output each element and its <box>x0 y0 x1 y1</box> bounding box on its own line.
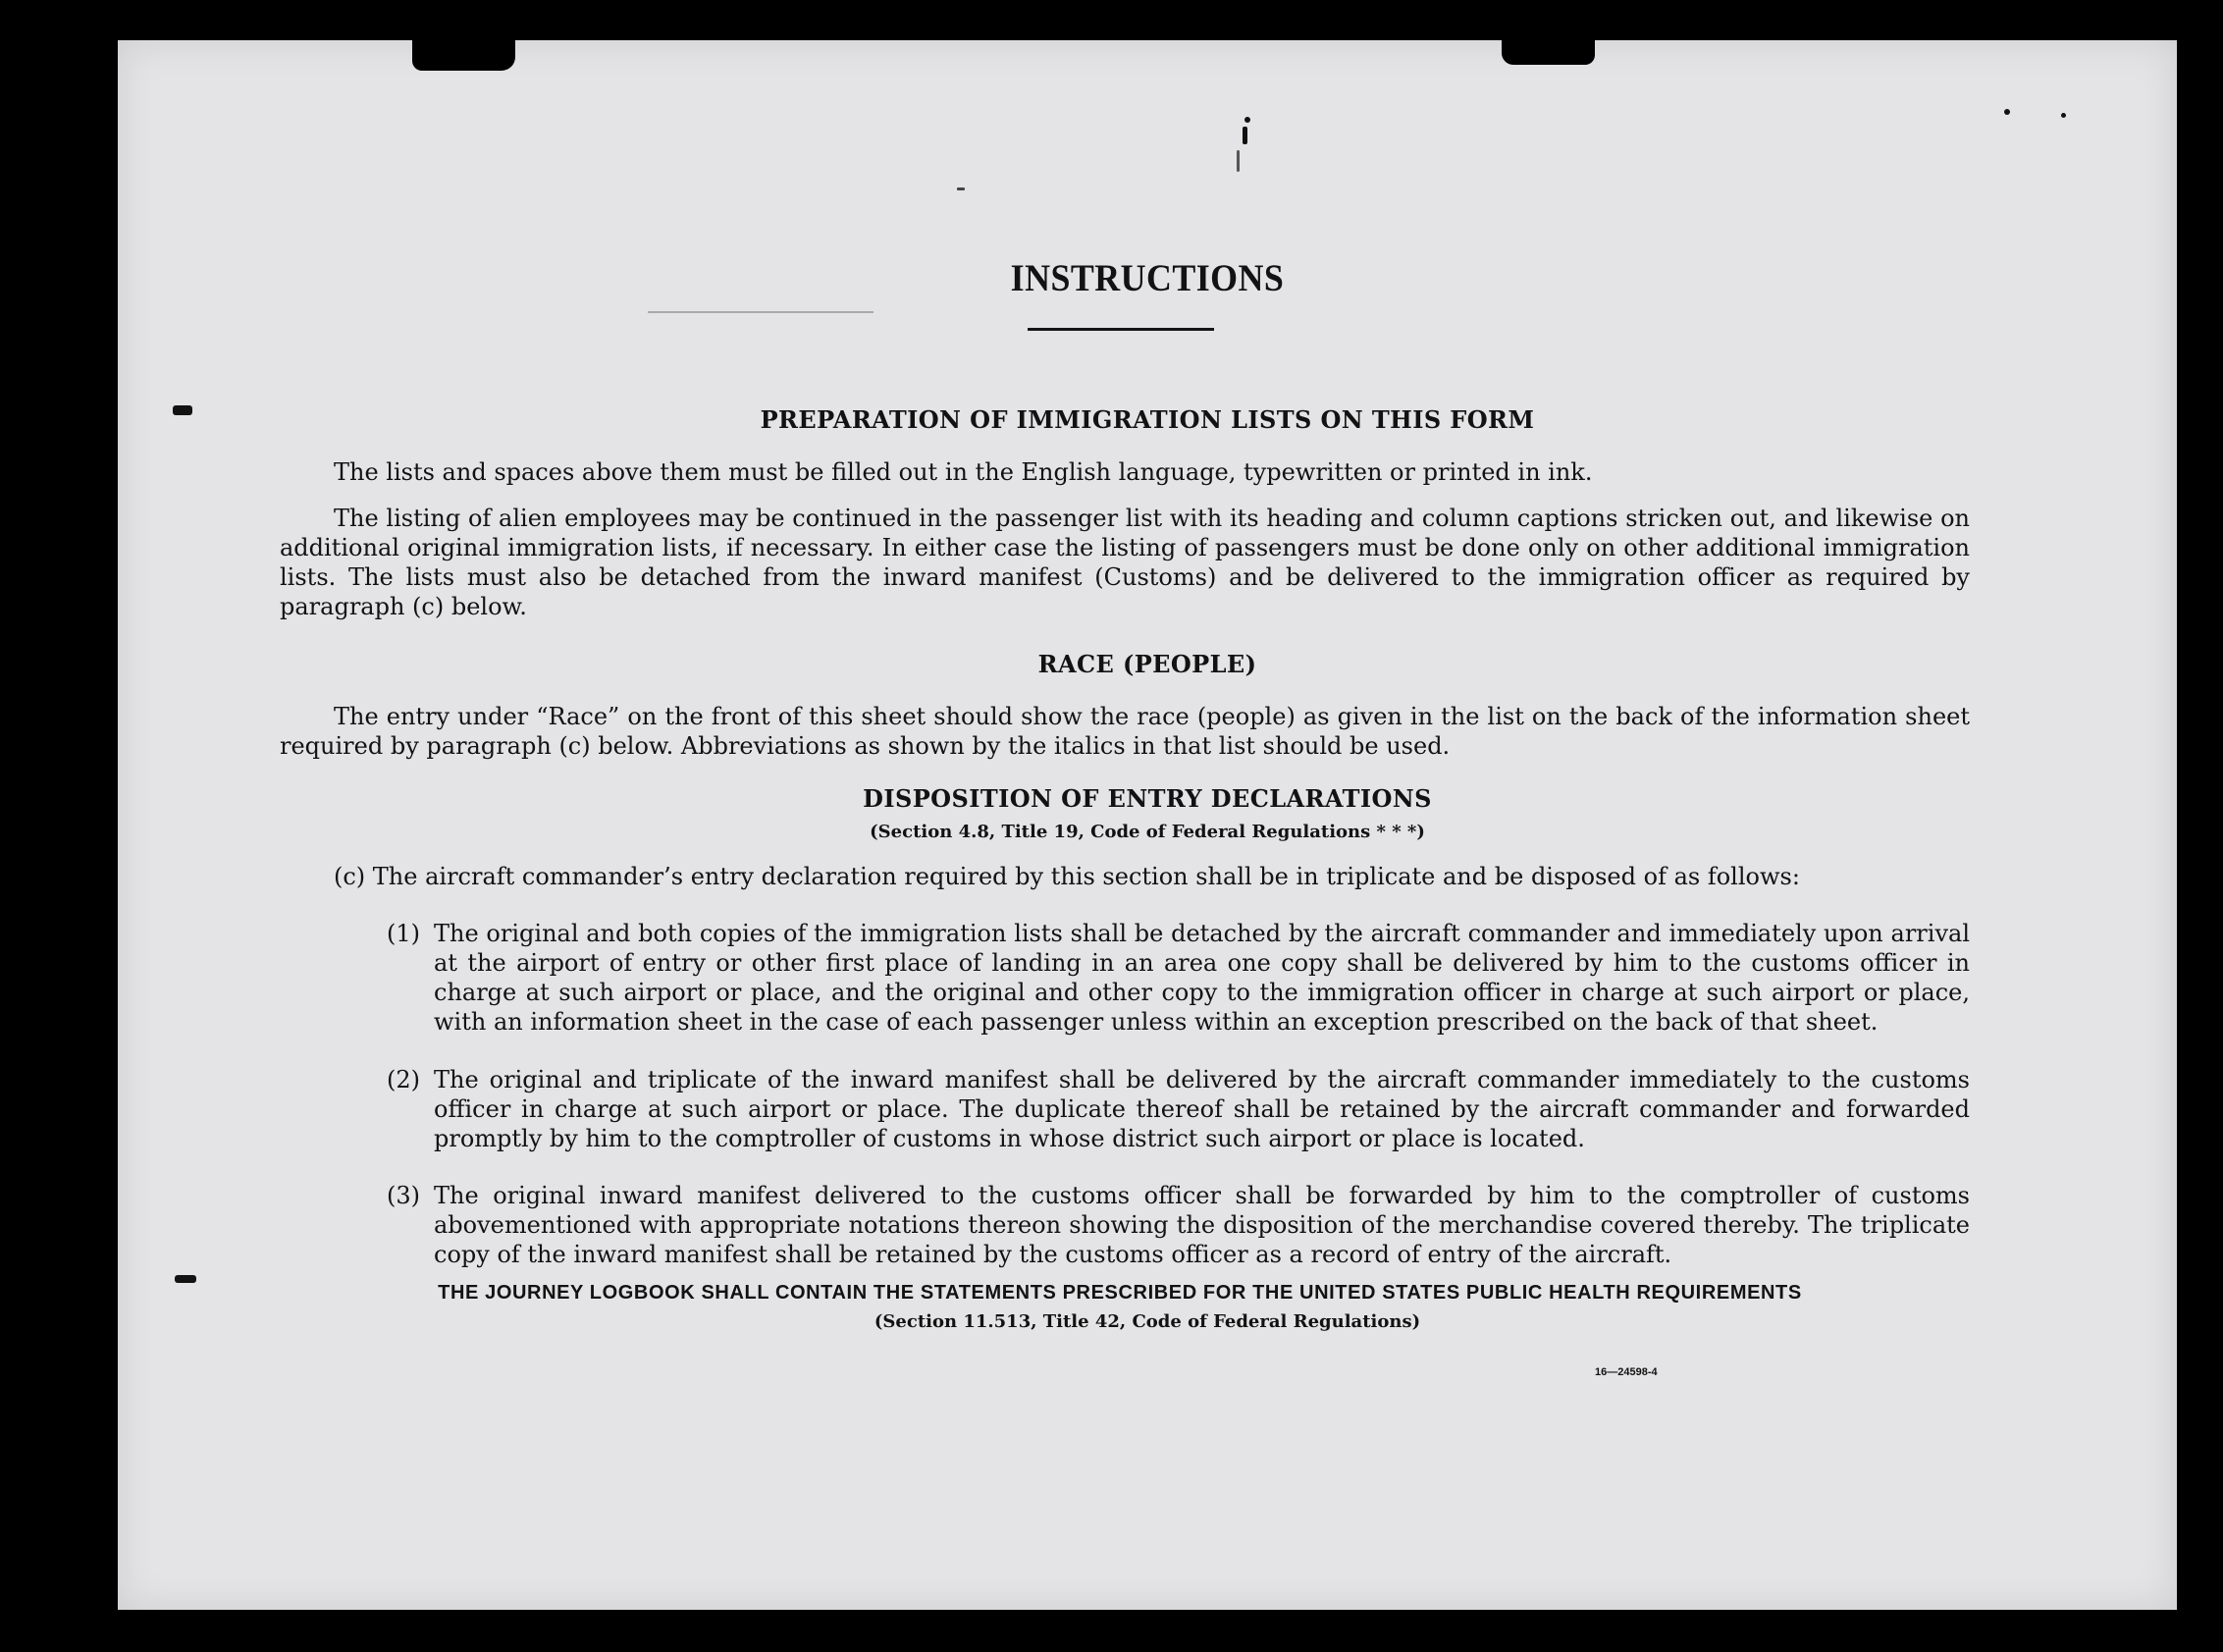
race-paragraph: The entry under “Race” on the front of this sheet should show the race (people) as given in the list on the back of the information sheet required by paragraph (c) below. Abbreviations as shown by the italics in that list should be used. <box>280 703 1970 760</box>
item-text: The original and both copies of the immigration lists shall be detached by the aircraft commander and immediately upon arrival at the airport of entry or other first place of landing in an area one copy shall be delivered by him to the customs officer in charge at such airport or place, and the original and other copy to the immigration officer in charge at such airport or place, with an information sheet in the case of each passenger unless within an exception prescribed on the back of that sheet. <box>434 920 1970 1036</box>
item-text: The original inward manifest delivered to the customs officer shall be forwarded by him to the comptroller of customs abovementioned with appropriate notations thereon showing the disposition of the merchandise covered thereby. The triplicate copy of the inward manifest shall be retained by the customs officer as a record of entry of the aircraft. <box>434 1182 1970 1268</box>
disposition-heading: DISPOSITION OF ENTRY DECLARATIONS <box>863 784 1432 813</box>
margin-mark <box>175 1275 196 1283</box>
paper-sheet <box>118 40 2177 1610</box>
disposition-citation: (Section 4.8, Title 19, Code of Federal Regulations * * *) <box>870 822 1425 842</box>
instructions-content <box>118 40 2177 1610</box>
item-number: (3) <box>387 1182 420 1209</box>
faint-line <box>648 311 873 313</box>
margin-mark <box>173 405 192 415</box>
disposition-intro: (c) The aircraft commander’s entry declaration required by this section shall be in triplicate and be disposed of as follows: <box>334 863 1800 890</box>
race-heading: RACE (PEOPLE) <box>1037 650 1257 678</box>
item-number: (1) <box>387 920 420 947</box>
form-number: 16—24598-4 <box>1595 1366 1658 1378</box>
footer-citation: (Section 11.513, Title 42, Code of Federal Regulations) <box>873 1311 1421 1332</box>
preparation-paragraph-1: The lists and spaces above them must be filled out in the English language, typewritten or printed in ink. <box>334 458 1593 486</box>
page-title: INSTRUCTIONS <box>1010 257 1285 299</box>
item-number: (2) <box>387 1066 420 1093</box>
preparation-paragraph-2: The listing of alien employees may be continued in the passenger list with its heading and column captions stricken out, and likewise on additional original immigration lists, if necessary. In either case the listing of passengers must be done only on other additional immigration lists. The lists must also be detached from the inward manifest (Customs) and be delivered to the immigration officer as required by paragraph (c) below. <box>280 505 1970 620</box>
disposition-item-2 <box>387 1065 1970 1153</box>
preparation-heading: PREPARATION OF IMMIGRATION LISTS ON THIS FORM <box>760 405 1535 434</box>
item-text: The original and triplicate of the inward manifest shall be delivered by the aircraft commander immediately to the customs officer in charge at such airport or place. The duplicate thereof shall be retained by the aircraft commander and forwarded promptly by him to the comptroller of customs in whose district such airport or place is located. <box>434 1066 1970 1152</box>
title-underline <box>1028 328 1214 331</box>
footer-statement: THE JOURNEY LOGBOOK SHALL CONTAIN THE STATEMENTS PRESCRIBED FOR THE UNITED STATES PUBLIC HEALTH REQUIREMENTS <box>438 1282 1802 1304</box>
disposition-item-3 <box>387 1181 1970 1269</box>
disposition-item-1 <box>387 919 1970 1037</box>
